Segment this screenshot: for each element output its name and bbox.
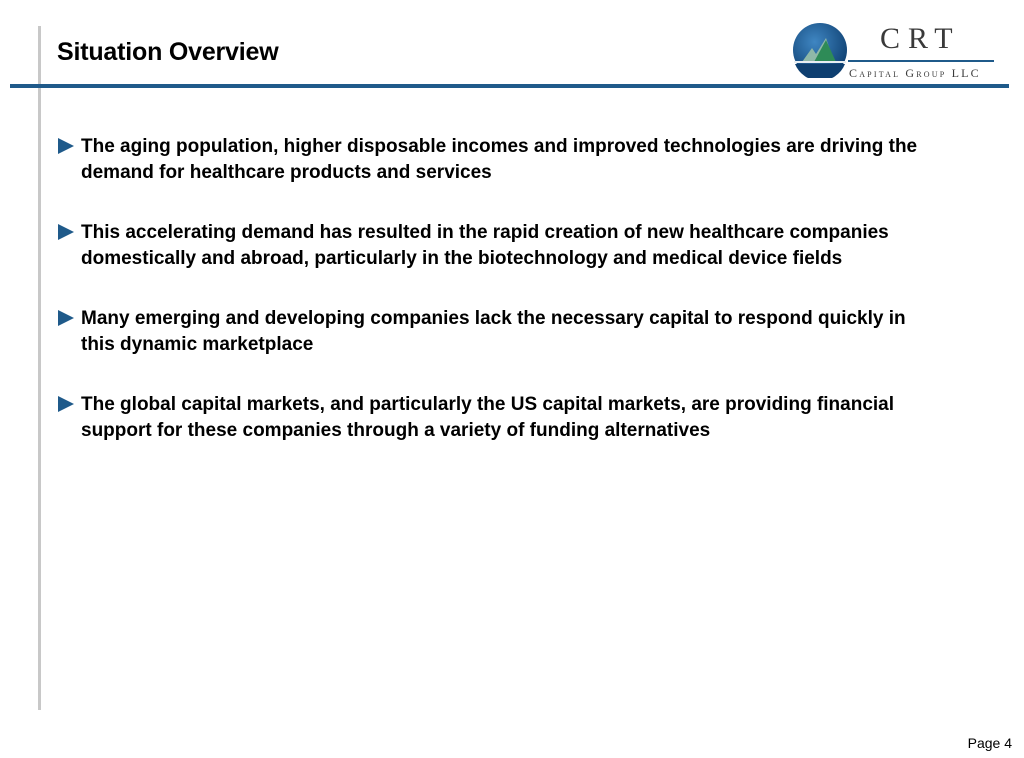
company-logo [792, 20, 1002, 82]
triangle-right-icon [58, 310, 74, 326]
bullet-text: Many emerging and developing companies lack the necessary capital to respond quickly in this dynamic marketplace [81, 308, 906, 355]
bullet-text: This accelerating demand has resulted in the rapid creation of new healthcare companies domestically and abroad, particularly in the biotechnology and medical device fields [81, 222, 889, 269]
logo-name: CRT [880, 22, 961, 55]
page-number: Page 4 [967, 735, 1012, 751]
bullet-item [58, 306, 928, 357]
bullet-item [58, 392, 928, 443]
bullet-item [58, 220, 928, 271]
header-divider [10, 84, 1009, 88]
logo-subtitle: Capital Group LLC [849, 66, 981, 80]
bullet-text: The global capital markets, and particularly the US capital markets, are providing financial support for these companies through a variety of funding alternatives [81, 394, 895, 441]
page-title: Situation Overview [57, 38, 279, 66]
logo-divider [848, 60, 994, 62]
triangle-right-icon [58, 138, 74, 154]
bullet-item [58, 134, 928, 185]
mountain-globe-icon [792, 22, 848, 78]
triangle-right-icon [58, 396, 74, 412]
triangle-right-icon [58, 224, 74, 240]
left-vertical-rule [38, 26, 41, 710]
bullet-text: The aging population, higher disposable incomes and improved technologies are driving the demand for healthcare products and services [81, 136, 918, 183]
bullet-list [58, 134, 928, 478]
